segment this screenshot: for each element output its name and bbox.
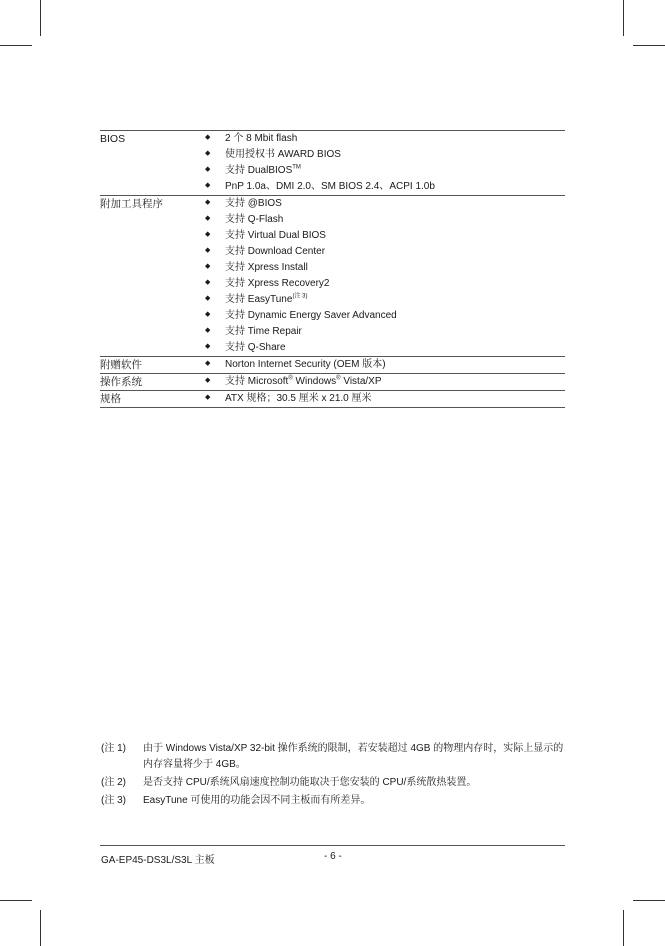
spec-value [225, 260, 565, 276]
spec-value [225, 308, 565, 324]
spec-label: 附加工具程序 [100, 198, 163, 210]
spec-row [100, 374, 565, 391]
spec-row [100, 292, 565, 308]
spec-label-empty [100, 163, 204, 179]
diamond-bullet-icon: ◆ [205, 279, 211, 286]
crop-mark [40, 0, 41, 36]
spec-row [100, 179, 565, 196]
crop-mark [623, 910, 624, 946]
diamond-bullet-icon: ◆ [205, 166, 211, 173]
spec-value [225, 163, 565, 179]
spec-value [225, 179, 565, 196]
spec-superscript: TM [292, 164, 301, 171]
spec-label-empty [100, 147, 204, 163]
diamond-bullet-icon: ◆ [205, 311, 211, 318]
footnote [101, 793, 566, 809]
spec-superscript: ® [288, 375, 293, 382]
spec-text: 支持 Xpress Install [225, 262, 308, 273]
spec-table [100, 130, 565, 408]
spec-text: 支持 Download Center [225, 246, 326, 257]
spec-value [225, 340, 565, 357]
spec-row [100, 196, 565, 213]
footnote [101, 741, 566, 773]
diamond-bullet-icon: ◆ [205, 182, 211, 189]
spec-label-empty [100, 292, 204, 308]
diamond-bullet-icon: ◆ [205, 295, 211, 302]
crop-mark [623, 0, 624, 36]
footer-divider [100, 845, 565, 846]
spec-superscript: (注 3) [292, 293, 308, 300]
spec-text: Norton Internet Security (OEM 版本) [225, 359, 386, 370]
spec-label: 附赠软件 [100, 359, 142, 371]
diamond-bullet-icon: ◆ [205, 327, 211, 334]
crop-mark [0, 900, 32, 901]
spec-row [100, 228, 565, 244]
spec-row [100, 260, 565, 276]
spec-row [100, 131, 565, 148]
spec-text: 支持 Virtual Dual BIOS [225, 230, 326, 241]
spec-label-empty [100, 340, 204, 357]
footnote-text: 是否支持 CPU/系统风扇速度控制功能取决于您安装的 CPU/系统散热装置。 [143, 777, 477, 788]
spec-text: 支持 Q-Flash [225, 214, 284, 225]
spec-text: 支持 Dynamic Energy Saver Advanced [225, 310, 397, 321]
diamond-bullet-icon: ◆ [205, 134, 211, 141]
diamond-bullet-icon: ◆ [205, 215, 211, 222]
crop-mark [40, 910, 41, 946]
spec-value [225, 391, 565, 408]
diamond-bullet-icon: ◆ [205, 343, 211, 350]
footnote-label: (注 1) [101, 743, 126, 754]
spec-value [225, 374, 565, 391]
spec-row [100, 276, 565, 292]
footer-page-number: - 6 - [324, 851, 342, 862]
spec-row [100, 244, 565, 260]
spec-label: 操作系统 [100, 376, 142, 388]
spec-label-empty [100, 308, 204, 324]
spec-value [225, 276, 565, 292]
spec-value [225, 147, 565, 163]
spec-text: ATX 规格；30.5 厘米 x 21.0 厘米 [225, 393, 372, 404]
spec-label-empty [100, 324, 204, 340]
spec-superscript: ® [336, 375, 341, 382]
spec-text: 使用授权书 AWARD BIOS [225, 149, 341, 160]
footnote-label: (注 3) [101, 795, 126, 806]
spec-label-empty [100, 276, 204, 292]
spec-text: 支持 @BIOS [225, 198, 282, 209]
spec-label: 规格 [100, 393, 121, 405]
spec-text: 支持 EasyTune [225, 294, 293, 305]
spec-text: 支持 Microsoft [225, 376, 289, 387]
spec-text: 2 个 8 Mbit flash [225, 133, 298, 144]
spec-value [225, 357, 565, 374]
spec-row [100, 324, 565, 340]
spec-text: Windows [292, 376, 337, 387]
footnote-text: 由于 Windows Vista/XP 32-bit 操作系统的限制，若安装超过 4GB 的物理内存时，实际上显示的内存容量将少于 4GB。 [143, 743, 564, 770]
spec-row [100, 147, 565, 163]
diamond-bullet-icon: ◆ [205, 360, 211, 367]
diamond-bullet-icon: ◆ [205, 231, 211, 238]
spec-label-empty [100, 228, 204, 244]
spec-row [100, 212, 565, 228]
spec-value [225, 131, 565, 148]
crop-mark [0, 45, 32, 46]
spec-row [100, 163, 565, 179]
spec-row [100, 340, 565, 357]
spec-label-empty [100, 212, 204, 228]
spec-value [225, 196, 565, 213]
spec-value [225, 292, 565, 308]
spec-label: BIOS [100, 133, 126, 145]
spec-value [225, 324, 565, 340]
notes [101, 741, 566, 811]
diamond-bullet-icon: ◆ [205, 263, 211, 270]
spec-label-empty [100, 179, 204, 196]
diamond-bullet-icon: ◆ [205, 394, 211, 401]
spec-label-empty [100, 244, 204, 260]
spec-text: PnP 1.0a、DMI 2.0、SM BIOS 2.4、ACPI 1.0b [225, 181, 435, 192]
footer-model: GA-EP45-DS3L/S3L 主板 [101, 855, 215, 866]
diamond-bullet-icon: ◆ [205, 199, 211, 206]
spec-value [225, 244, 565, 260]
crop-mark [633, 900, 665, 901]
diamond-bullet-icon: ◆ [205, 247, 211, 254]
footnote [101, 775, 566, 791]
spec-row [100, 357, 565, 374]
spec-text: 支持 Q-Share [225, 342, 286, 353]
spec-value [225, 228, 565, 244]
spec-row [100, 391, 565, 408]
diamond-bullet-icon: ◆ [205, 150, 211, 157]
footnote-text: EasyTune 可使用的功能会因不同主板而有所差异。 [143, 795, 371, 806]
crop-mark [633, 45, 665, 46]
diamond-bullet-icon: ◆ [205, 377, 211, 384]
footnote-label: (注 2) [101, 777, 126, 788]
spec-label-empty [100, 260, 204, 276]
spec-text: 支持 DualBIOS [225, 165, 293, 176]
spec-row [100, 308, 565, 324]
spec-text: 支持 Xpress Recovery2 [225, 278, 330, 289]
spec-value [225, 212, 565, 228]
spec-text: 支持 Time Repair [225, 326, 302, 337]
spec-text: Vista/XP [340, 376, 382, 387]
